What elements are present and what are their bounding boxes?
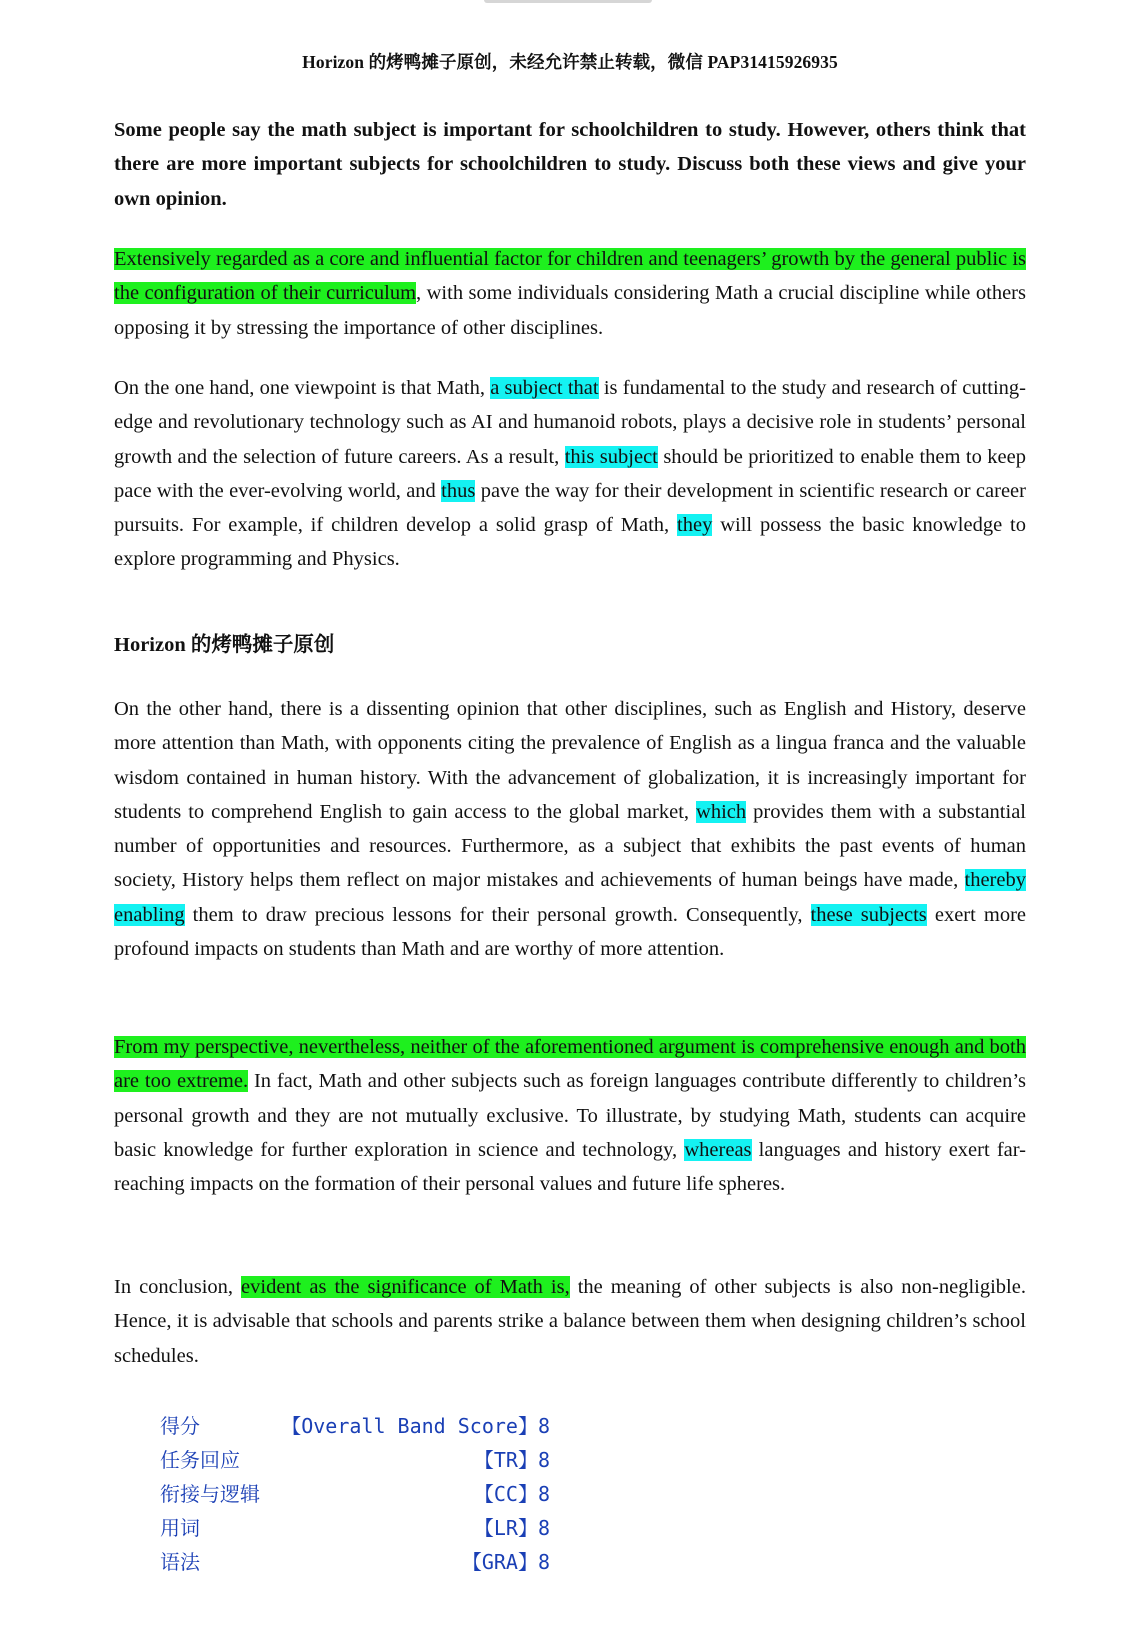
text-run: will possess the basic knowledge to explore programming and Physics.	[114, 514, 1026, 571]
text-run: In conclusion,	[114, 1276, 242, 1298]
text-run: the meaning of other subjects is also non-negligible. Hence, it is advisable that schools and parents strike a balance between them when designing children’s school schedules.	[114, 1276, 1026, 1367]
text-run: , with some individuals considering Math a crucial discipline while others opposing it by stressing the importance of other disciplines.	[114, 282, 1026, 339]
text-run: pave the way for their development in scientific research or career pursuits. For example, if children develop a solid grasp of Math,	[114, 479, 1026, 537]
score-row-overall	[160, 1410, 550, 1444]
highlight-cyan: whereas	[684, 1138, 752, 1161]
score-label: 语法	[160, 1550, 200, 1574]
score-table	[160, 1410, 550, 1580]
highlight-cyan: which	[696, 800, 747, 823]
text-run: languages and history exert far-reaching impacts on the formation of their personal values and future life spheres.	[114, 1138, 1026, 1196]
score-label: 用词	[160, 1516, 200, 1540]
highlight-cyan: this subject	[564, 445, 658, 468]
score-value: 【LR】8	[473, 1516, 550, 1540]
body-paragraph-2	[114, 692, 1026, 966]
highlight-cyan: thus	[441, 479, 476, 502]
body-paragraph-3	[114, 1030, 1026, 1201]
text-run: them to draw precious lessons for their personal growth. Consequently,	[184, 903, 811, 926]
score-row-lr	[160, 1512, 550, 1546]
text-run: On the other hand, there is a dissenting opinion that other disciplines, such as English and History, deserve more attention than Math, with opponents citing the prevalence of English as a lingua franca and the valuable wisdom contained in human history. With the advancement of globalization, it is increasingly important for students to comprehend English to gain access to the global market,	[114, 698, 1026, 823]
score-row-tr	[160, 1444, 550, 1478]
section-label: Horizon 的烤鸭摊子原创	[114, 634, 335, 656]
score-label: 任务回应	[160, 1448, 240, 1472]
highlight-cyan: they	[677, 514, 713, 537]
highlight-green: evident as the significance of Math is,	[241, 1276, 570, 1298]
score-value: 【CC】8	[473, 1482, 550, 1506]
text-run: is fundamental to the study and research of cutting-edge and revolutionary technology such as AI and humanoid robots, plays a decisive role in students’ personal growth and the selection of future careers. As a result,	[114, 377, 1027, 468]
page-header: Horizon 的烤鸭摊子原创，未经允许禁止转载，微信 PAP31415926935	[302, 52, 838, 72]
highlight-green: From my perspective, nevertheless, neither of the aforementioned argument is comprehensive enough and both are too extreme.	[114, 1036, 1026, 1093]
intro-paragraph	[114, 242, 1026, 345]
top-handle	[484, 0, 652, 3]
score-value: 【TR】8	[473, 1448, 550, 1472]
score-value: 【GRA】8	[461, 1550, 550, 1574]
text-run: exert more profound impacts on students than Math and are worthy of more attention.	[114, 903, 1026, 961]
text-run: On the one hand, one viewpoint is that Math,	[114, 377, 491, 399]
highlight-green: Extensively regarded as a core and influential factor for children and teenagers’ growth by the general public is the configuration of their curriculum	[114, 248, 1026, 305]
score-label: 得分	[160, 1414, 200, 1438]
text-run: In fact, Math and other subjects such as foreign languages contribute differently to children’s personal growth and they are not mutually exclusive. To illustrate, by studying Math, students can acquire basic knowledge for further exploration in science and technology,	[114, 1070, 1026, 1161]
body-paragraph-1	[114, 371, 1026, 577]
conclusion-paragraph	[114, 1270, 1026, 1373]
text-run: should be prioritized to enable them to keep pace with the ever-evolving world, and	[114, 445, 1026, 502]
text-run: provides them with a substantial number of opportunities and resources. Furthermore, as a subject that exhibits the past events of human society, History helps them reflect on major mistakes and achievements of human beings have made,	[114, 800, 1026, 892]
score-value: 【Overall Band Score】8	[281, 1414, 550, 1438]
highlight-cyan: these subjects	[810, 903, 927, 926]
score-label: 衔接与逻辑	[160, 1482, 260, 1506]
score-row-cc	[160, 1478, 550, 1512]
highlight-cyan: a subject that	[490, 377, 599, 399]
highlight-cyan: thereby enabling	[114, 869, 1026, 926]
essay-prompt: Some people say the math subject is important for schoolchildren to study. However, others think that there are more important subjects for schoolchildren to study. Discuss both these views and give your own opinion.	[114, 119, 1026, 210]
score-row-gra	[160, 1546, 550, 1580]
